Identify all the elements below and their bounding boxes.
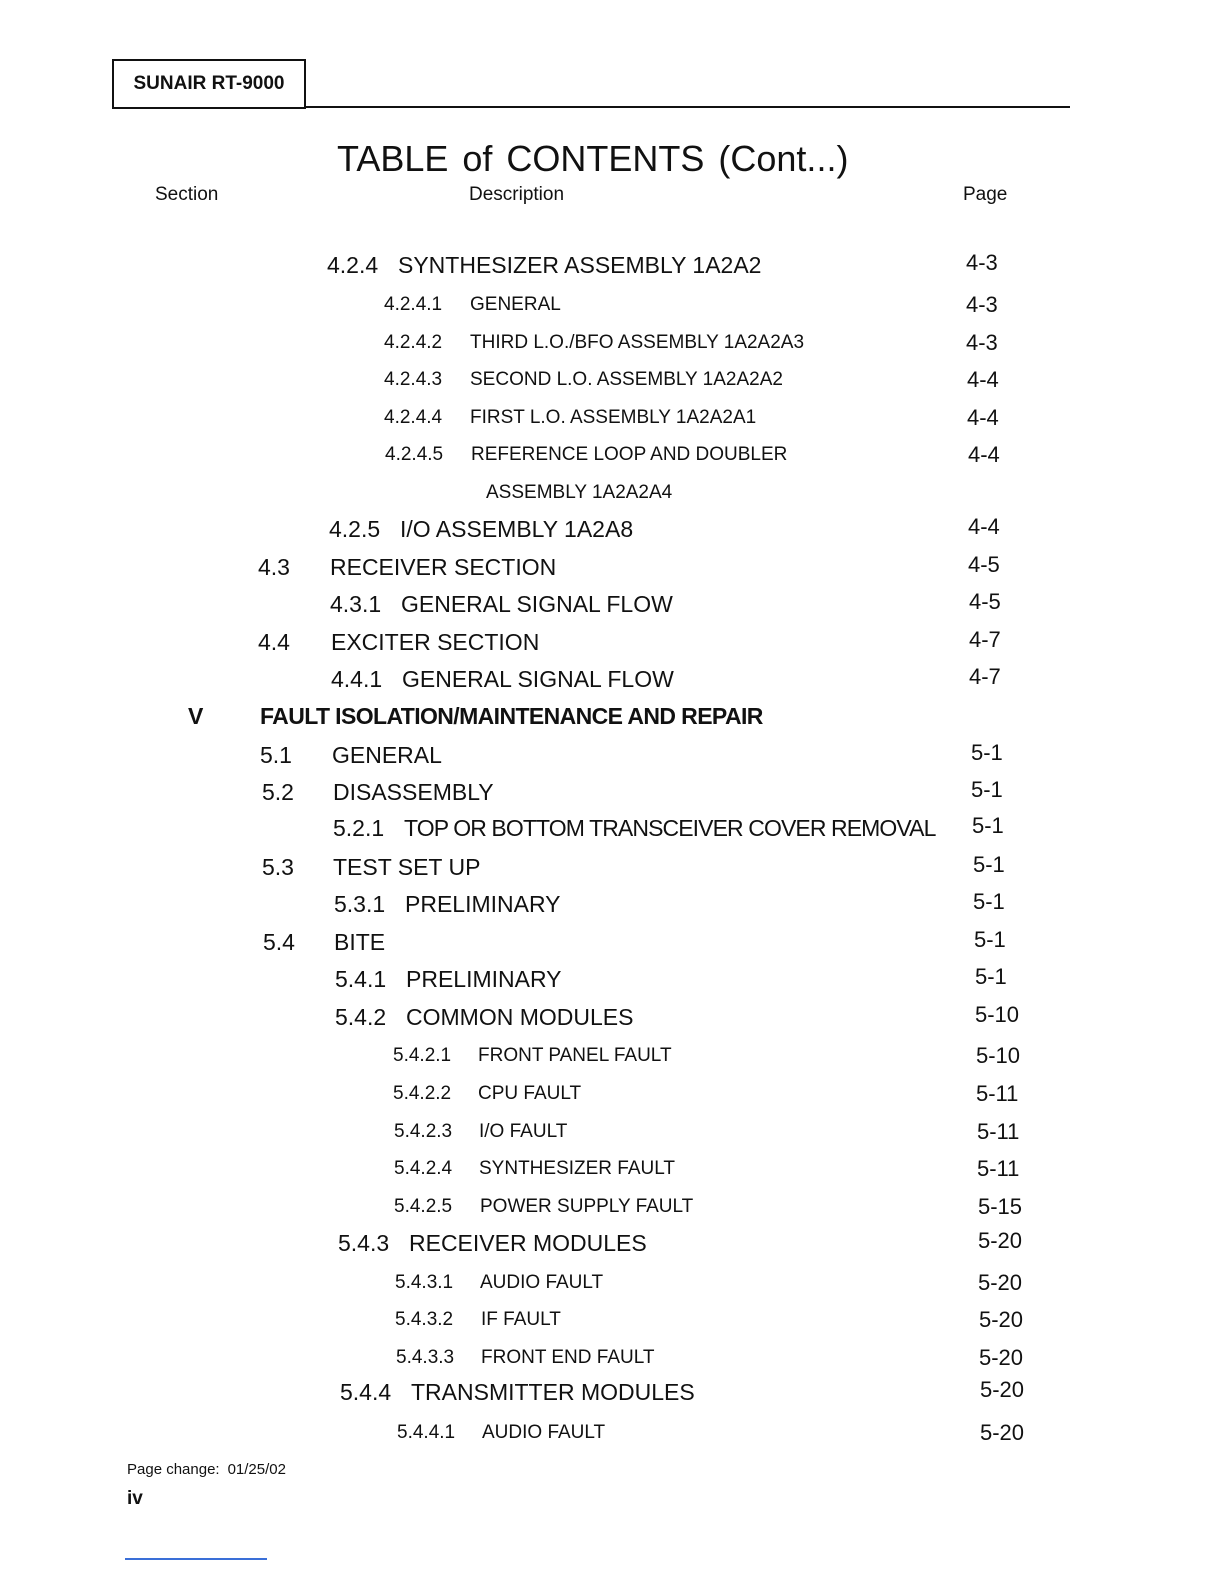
toc-entry-title: TEST SET UP <box>333 854 481 880</box>
toc-entry-title: BITE <box>334 929 386 955</box>
toc-entry-number: 5.4.3.3 <box>396 1347 455 1368</box>
toc-entry-number: 5.4.3 <box>338 1230 390 1256</box>
toc-entry-title: I/O FAULT <box>479 1121 568 1142</box>
toc-entry-title: PRELIMINARY <box>406 966 562 992</box>
toc-entry-page: 4-5 <box>969 589 1001 614</box>
document-label-box <box>112 59 306 109</box>
toc-entry-number: V <box>188 703 204 729</box>
toc-entry-page: 5-1 <box>972 813 1004 838</box>
toc-entry-page: 5-1 <box>974 927 1006 952</box>
toc-entry-title: IF FAULT <box>481 1309 561 1330</box>
toc-entry-number: 4.2.4.5 <box>385 444 444 465</box>
toc-entry-number: 5.2 <box>262 779 294 805</box>
toc-entry-page: 5-1 <box>973 889 1005 914</box>
toc-entry-number: 5.2.1 <box>333 815 385 841</box>
toc-entry-number: 5.4.2.3 <box>394 1121 453 1142</box>
toc-entry-title: RECEIVER MODULES <box>409 1230 647 1256</box>
toc-entry-title: AUDIO FAULT <box>482 1422 606 1443</box>
toc-entry-title: FAULT ISOLATION/MAINTENANCE AND REPAIR <box>260 703 763 729</box>
toc-entry-title: COMMON MODULES <box>406 1004 634 1030</box>
toc-entry-page: 5-20 <box>980 1377 1025 1402</box>
toc-entry-title: DISASSEMBLY <box>333 779 494 805</box>
toc-entry-number: 4.4 <box>258 629 290 655</box>
header-rule <box>306 106 1070 108</box>
toc-entry-page: 4-3 <box>966 292 998 317</box>
toc-entry-page: 5-11 <box>976 1081 1019 1106</box>
toc-entry-title: SYNTHESIZER ASSEMBLY 1A2A2 <box>398 252 762 278</box>
toc-entry-page: 5-1 <box>975 964 1007 989</box>
toc-entry-page: 5-10 <box>976 1043 1021 1068</box>
toc-entry-number: 4.2.4.1 <box>384 294 443 315</box>
toc-entry-title: PRELIMINARY <box>405 891 561 917</box>
toc-entry-title: EXCITER SECTION <box>331 629 540 655</box>
toc-entry-number: 5.4.3.1 <box>395 1272 454 1293</box>
toc-entry-title: GENERAL <box>332 742 442 768</box>
bottom-rule <box>125 1558 267 1560</box>
toc-entry-number: 4.3.1 <box>330 591 382 617</box>
toc-entry-number: 5.4.4.1 <box>397 1422 456 1443</box>
toc-entry-title: REFERENCE LOOP AND DOUBLER <box>471 444 788 465</box>
toc-entry-title: I/O ASSEMBLY 1A2A8 <box>400 516 634 542</box>
toc-entry-number: 5.4.2.4 <box>394 1158 453 1179</box>
toc-entry-page: 4-5 <box>968 552 1000 577</box>
page-number: iv <box>127 1488 143 1509</box>
toc-entry-number: 5.4.2.5 <box>394 1196 453 1217</box>
toc-entry-title: FIRST L.O. ASSEMBLY 1A2A2A1 <box>470 407 757 428</box>
toc-entry-number: 5.4.4 <box>340 1379 392 1405</box>
toc-entry-number: 5.4.2.1 <box>393 1045 452 1066</box>
column-header-section: Section <box>155 184 219 205</box>
toc-entry-number: 4.4.1 <box>331 666 383 692</box>
toc-entry-page: 4-3 <box>966 250 998 275</box>
toc-entry-page: 4-4 <box>968 514 1000 539</box>
document-label: SUNAIR RT-9000 <box>133 73 285 94</box>
toc-entry-number: 5.4.1 <box>335 966 387 992</box>
toc-entry-title: FRONT PANEL FAULT <box>478 1045 672 1066</box>
toc-entry-title: TOP OR BOTTOM TRANSCEIVER COVER REMOVAL <box>404 815 936 841</box>
toc-entry-title: SECOND L.O. ASSEMBLY 1A2A2A2 <box>470 369 783 390</box>
page-change-note <box>127 1461 286 1478</box>
toc-entry-page: 4-7 <box>969 664 1001 689</box>
toc-entry-page: 5-10 <box>975 1002 1020 1027</box>
toc-entry-page: 5-20 <box>980 1420 1025 1445</box>
toc-entry-number: 4.2.4.4 <box>384 407 443 428</box>
toc-entry-title: AUDIO FAULT <box>480 1272 604 1293</box>
toc-entry-page: 4-3 <box>966 330 998 355</box>
toc-entry-title: TRANSMITTER MODULES <box>411 1379 695 1405</box>
toc-entry-page: 4-4 <box>968 442 1000 467</box>
toc-entry-number: 5.3.1 <box>334 891 386 917</box>
toc-entry-title: GENERAL SIGNAL FLOW <box>402 666 674 692</box>
toc-entry-page: 5-20 <box>979 1345 1024 1370</box>
page-change-date: 01/25/02 <box>227 1461 286 1478</box>
toc-entry-number: 4.2.4 <box>327 252 379 278</box>
toc-entry-page: 5-11 <box>977 1156 1020 1181</box>
toc-entry-page: 5-1 <box>971 740 1003 765</box>
toc-entry-number: 4.2.4.2 <box>384 332 443 353</box>
toc-entry-page: 5-1 <box>971 777 1003 802</box>
toc-entry-page: 4-7 <box>969 627 1001 652</box>
toc-entry-number: 5.4.3.2 <box>395 1309 454 1330</box>
toc-entry-number: 4.3 <box>258 554 290 580</box>
toc-entry-title: ASSEMBLY 1A2A2A4 <box>486 482 673 503</box>
toc-entry-number: 5.4.2 <box>335 1004 387 1030</box>
toc-entry-number: 5.1 <box>260 742 292 768</box>
toc-entry-number: 4.2.5 <box>329 516 381 542</box>
toc-entry-title: GENERAL SIGNAL FLOW <box>401 591 673 617</box>
toc-entry-title: CPU FAULT <box>478 1083 582 1104</box>
toc-entry-page: 5-11 <box>977 1119 1020 1144</box>
page-title: TABLE of CONTENTS (Cont...) <box>337 138 849 179</box>
toc-entry-number: 4.2.4.3 <box>384 369 443 390</box>
toc-entry-page: 5-20 <box>978 1270 1023 1295</box>
toc-entry-page: 5-15 <box>978 1194 1023 1219</box>
toc-entry-title: RECEIVER SECTION <box>330 554 557 580</box>
toc-entry-number: 5.4 <box>263 929 295 955</box>
toc-entry-page: 4-4 <box>967 405 999 430</box>
toc-entry-page: 4-4 <box>967 367 999 392</box>
toc-entry-title: GENERAL <box>470 294 561 315</box>
column-header-description: Description <box>469 184 565 205</box>
toc-entry-page: 5-20 <box>979 1307 1024 1332</box>
column-header-page: Page <box>963 184 1008 205</box>
toc-entry-page: 5-20 <box>978 1228 1023 1253</box>
toc-entry-number: 5.4.2.2 <box>393 1083 452 1104</box>
toc-entry-number: 5.3 <box>262 854 294 880</box>
toc-entry-title: THIRD L.O./BFO ASSEMBLY 1A2A2A3 <box>470 332 805 353</box>
toc-entry-page: 5-1 <box>973 852 1005 877</box>
toc-entry-title: POWER SUPPLY FAULT <box>480 1196 694 1217</box>
toc-entry-title: SYNTHESIZER FAULT <box>479 1158 676 1179</box>
page-change-label: Page change: <box>127 1461 220 1478</box>
toc-entry-title: FRONT END FAULT <box>481 1347 655 1368</box>
